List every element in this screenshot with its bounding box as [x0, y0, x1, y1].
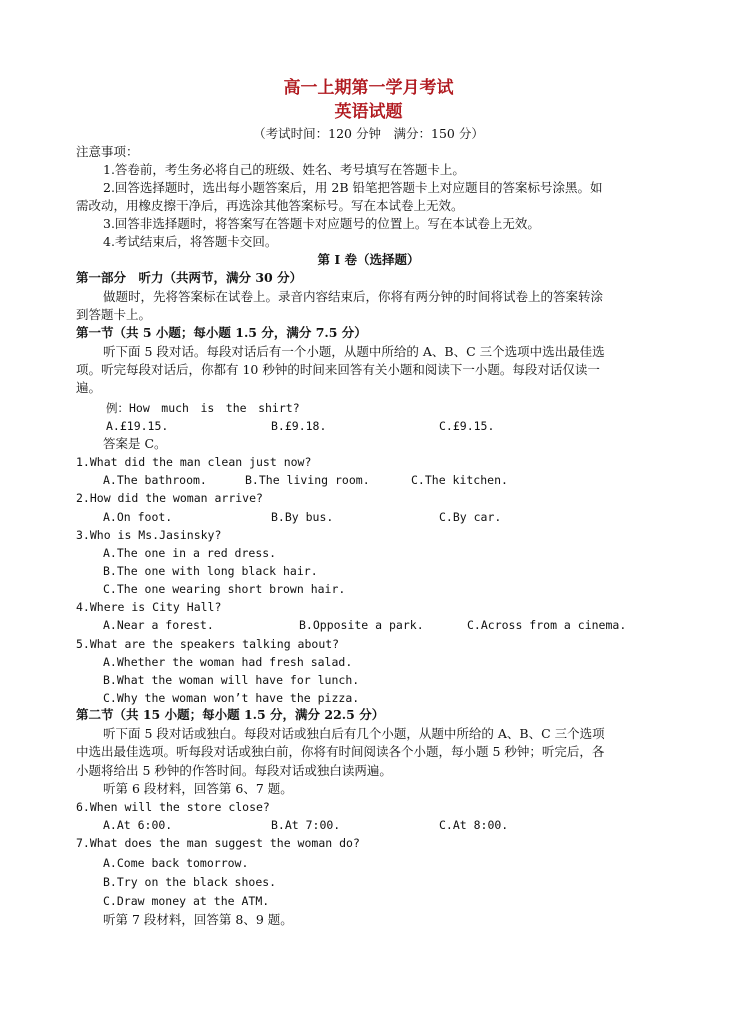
question-5: 5.What are the speakers talking about?	[76, 637, 340, 651]
section1-instructions-cont: 项。听完每段对话后，你都有 10 秒钟的时间来回答有关小题和阅读下一小题。每段对话仅读一	[76, 362, 600, 377]
section2-instructions-end: 小题将给出 5 秒钟的作答时间。每段对话或独白读两遍。	[76, 763, 392, 778]
section1-instructions: 听下面 5 段对话。每段对话后有一个小题，从题中所给的 A、B、C 三个选项中选出最佳选	[103, 344, 605, 359]
question-2-option-c: C.By car.	[439, 510, 502, 524]
question-3: 3.Who is Ms.Jasinsky?	[76, 528, 222, 542]
question-1-option-c: C.The kitchen.	[411, 473, 508, 487]
example-option-c: C.£9.15.	[439, 419, 495, 433]
question-2: 2.How did the woman arrive?	[76, 491, 263, 505]
section2-heading: 第二节（共 15 小题；每小题 1.5 分，满分 22.5 分）	[76, 707, 385, 722]
question-4-option-a: A.Near a forest.	[103, 618, 214, 632]
question-6-option-a: A.At 6:00.	[103, 818, 173, 832]
example-option-a: A.£19.15.	[106, 419, 169, 433]
note-3: 3.回答非选择题时，将答案写在答题卡对应题号的位置上。写在本试卷上无效。	[103, 216, 540, 231]
question-7-option-c: C.Draw money at the ATM.	[103, 894, 270, 908]
question-3-option-a: A.The one in a red dress.	[103, 546, 277, 560]
question-2-option-b: B.By bus.	[271, 510, 334, 524]
exam-subtitle: 英语试题	[334, 102, 403, 122]
section2-instructions: 听下面 5 段对话或独白。每段对话或独白后有几个小题，从题中所给的 A、B、C 三个选项	[103, 726, 605, 741]
section1-heading: 第一节（共 5 小题；每小题 1.5 分，满分 7.5 分）	[76, 325, 367, 340]
question-5-option-b: B.What the woman will have for lunch.	[103, 673, 360, 687]
question-7: 7.What does the man suggest the woman do?	[76, 836, 360, 850]
question-6: 6.When will the store close?	[76, 800, 270, 814]
part1-intro: 做题时，先将答案标在试卷上。录音内容结束后，你将有两分钟的时间将试卷上的答案转涂	[103, 289, 604, 304]
question-2-option-a: A.On foot.	[103, 510, 173, 524]
note-1: 1.答卷前，考生务必将自己的班级、姓名、考号填写在答题卡上。	[103, 162, 465, 177]
question-1-option-b: B.The living room.	[245, 473, 370, 487]
question-1: 1.What did the man clean just now?	[76, 455, 312, 469]
question-4-option-c: C.Across from a cinema.	[467, 618, 627, 632]
question-4-option-b: B.Opposite a park.	[299, 618, 424, 632]
question-7-option-b: B.Try on the black shoes.	[103, 875, 277, 889]
example-option-b: B.£9.18.	[271, 419, 327, 433]
question-6-option-c: C.At 8:00.	[439, 818, 509, 832]
part1-intro-cont: 到答题卡上。	[76, 307, 152, 322]
question-6-option-b: B.At 7:00.	[271, 818, 341, 832]
section2-instructions-cont: 中选出最佳选项。听每段对话或独白前，你将有时间阅读各个小题，每小题 5 秒钟；听完后，各	[76, 744, 605, 759]
question-1-option-a: A.The bathroom.	[103, 473, 207, 487]
question-7-option-a: A.Come back tomorrow.	[103, 856, 249, 870]
note-4: 4.考试结束后，将答题卡交回。	[103, 234, 278, 249]
material-7-heading: 听第 7 段材料，回答第 8、9 题。	[103, 912, 293, 927]
exam-title: 高一上期第一学月考试	[283, 78, 454, 98]
material-6-heading: 听第 6 段材料，回答第 6、7 题。	[103, 781, 293, 796]
exam-time-score: （考试时间：120 分钟 满分：150 分）	[253, 126, 484, 141]
section1-instructions-end: 遍。	[76, 380, 102, 395]
note-2: 2.回答选择题时，选出每小题答案后，用 2B 铅笔把答题卡上对应题目的答案标号涂黑。如	[103, 180, 603, 195]
example-question: 例：How much is the shirt?	[106, 401, 300, 415]
note-2-cont: 需改动，用橡皮擦干净后，再选涂其他答案标号。写在本试卷上无效。	[76, 198, 464, 213]
notes-heading: 注意事项：	[76, 144, 139, 159]
question-5-option-c: C.Why the woman won’t have the pizza.	[103, 691, 360, 705]
volume-heading: 第 I 卷（选择题）	[317, 252, 420, 267]
example-answer: 答案是 C。	[103, 436, 167, 451]
question-4: 4.Where is City Hall?	[76, 600, 222, 614]
question-5-option-a: A.Whether the woman had fresh salad.	[103, 655, 353, 669]
question-3-option-c: C.The one wearing short brown hair.	[103, 582, 346, 596]
question-3-option-b: B.The one with long black hair.	[103, 564, 318, 578]
part1-heading: 第一部分 听力（共两节，满分 30 分）	[76, 270, 303, 285]
